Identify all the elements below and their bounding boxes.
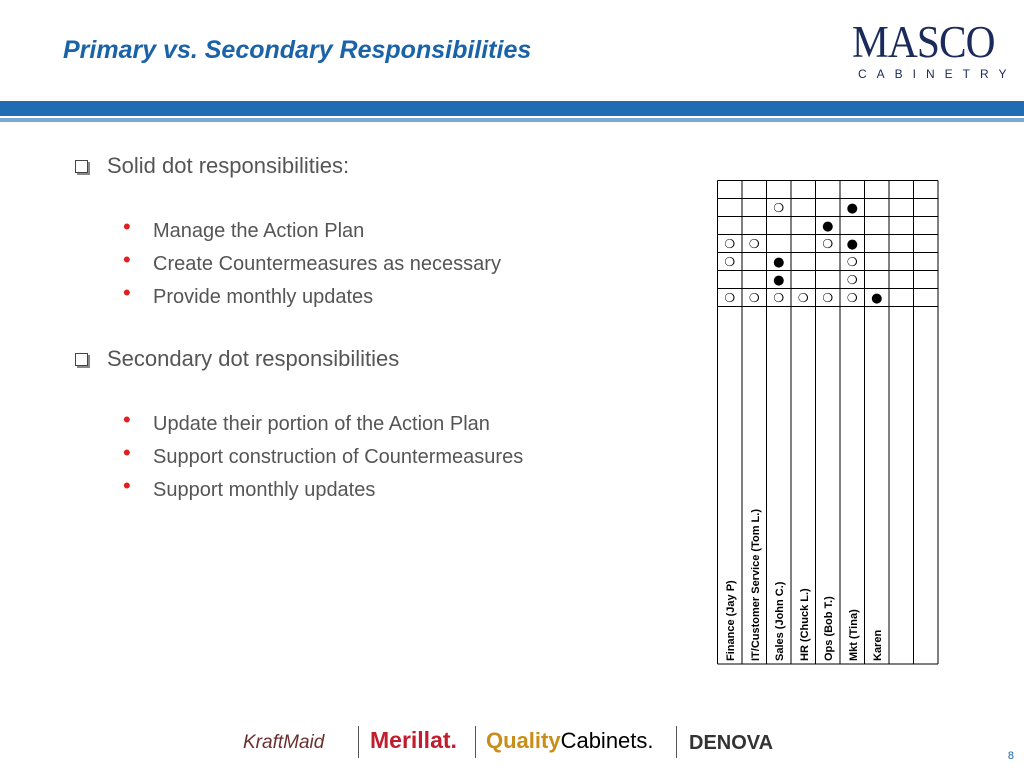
denova-logo: DENOVA bbox=[689, 732, 774, 754]
red-dot-icon: • bbox=[123, 214, 131, 239]
slide-title: Primary vs. Secondary Responsibilities bbox=[63, 36, 532, 64]
red-dot-icon: • bbox=[123, 280, 131, 305]
primary-dot-icon: ● bbox=[846, 201, 858, 216]
checkbox-bullet-icon bbox=[75, 353, 88, 366]
column-label-text: Mkt (Tina) bbox=[847, 608, 860, 661]
column-label-text: Sales (John C.) bbox=[774, 581, 787, 661]
brand-divider bbox=[676, 726, 677, 758]
checkbox-bullet-icon bbox=[75, 160, 88, 173]
bullet-text: Create Countermeasures as necessary bbox=[153, 253, 501, 275]
bullet-text: Manage the Action Plan bbox=[153, 220, 365, 242]
secondary-dot-icon: ❍ bbox=[846, 255, 858, 269]
bullet-text: Update their portion of the Action Plan bbox=[153, 413, 490, 435]
kraftmaid-logo: KraftMaid bbox=[243, 732, 325, 753]
brand-divider bbox=[475, 726, 476, 758]
quality-rest-text: Cabinets. bbox=[560, 728, 654, 753]
red-dot-icon: • bbox=[123, 473, 131, 498]
header-band bbox=[0, 101, 1024, 116]
primary-dot-icon: ● bbox=[822, 219, 834, 234]
quality-cabinets-logo bbox=[486, 728, 654, 754]
matrix-column-label bbox=[791, 307, 816, 661]
secondary-dot-icon: ❍ bbox=[773, 291, 785, 305]
header-band-thin bbox=[0, 118, 1024, 122]
responsibility-matrix bbox=[717, 180, 941, 665]
section-heading: Solid dot responsibilities: bbox=[107, 153, 350, 178]
secondary-dot-icon: ❍ bbox=[822, 291, 834, 305]
bullet-text: Provide monthly updates bbox=[153, 286, 374, 308]
section-secondary-dot bbox=[75, 346, 399, 372]
matrix-column-label bbox=[766, 307, 791, 661]
matrix-column-label bbox=[864, 307, 889, 661]
masco-cabinetry-logo bbox=[852, 17, 1017, 82]
bullet-text: Support monthly updates bbox=[153, 479, 376, 501]
section-heading: Secondary dot responsibilities bbox=[107, 346, 400, 371]
merillat-logo: Merillat. bbox=[370, 727, 457, 753]
primary-dot-icon: ● bbox=[773, 273, 785, 288]
secondary-dot-icon: ❍ bbox=[797, 291, 809, 305]
primary-dot-icon: ● bbox=[773, 255, 785, 270]
brand-footer bbox=[243, 718, 783, 764]
secondary-dot-icon: ❍ bbox=[724, 237, 736, 251]
matrix-column-label bbox=[742, 307, 767, 661]
secondary-dot-icon: ❍ bbox=[822, 237, 834, 251]
red-dot-icon: • bbox=[123, 247, 131, 272]
secondary-dot-icon: ❍ bbox=[773, 201, 785, 215]
red-dot-icon: • bbox=[123, 440, 131, 465]
logo-sub-text: CABINETRY bbox=[858, 67, 1017, 81]
red-dot-icon: • bbox=[123, 407, 131, 432]
page-number: 8 bbox=[1007, 750, 1014, 762]
secondary-dot-icon: ❍ bbox=[748, 291, 760, 305]
logo-main-text: MASCO bbox=[852, 17, 995, 67]
secondary-dot-icon: ❍ bbox=[724, 255, 736, 269]
secondary-dot-icon: ❍ bbox=[748, 237, 760, 251]
primary-dot-icon: ● bbox=[846, 237, 858, 252]
column-label-text: HR (Chuck L.) bbox=[798, 587, 811, 661]
column-label-text: IT/Customer Service (Tom L.) bbox=[749, 508, 762, 661]
brand-divider bbox=[358, 726, 359, 758]
matrix-column-label bbox=[840, 307, 865, 661]
column-label-text: Finance (Jay P) bbox=[725, 579, 738, 661]
secondary-dot-icon: ❍ bbox=[846, 273, 858, 287]
column-label-text: Karen bbox=[872, 629, 885, 661]
matrix-column-label bbox=[815, 307, 840, 661]
matrix-column-label bbox=[717, 307, 742, 661]
column-label-text: Ops (Bob T.) bbox=[823, 595, 836, 661]
primary-dot-icon: ● bbox=[871, 291, 883, 306]
quality-bold-text: Quality bbox=[486, 728, 561, 753]
bullet-text: Support construction of Countermeasures bbox=[153, 446, 524, 468]
secondary-dot-icon: ❍ bbox=[846, 291, 858, 305]
section-solid-dot bbox=[75, 153, 349, 179]
secondary-dot-icon: ❍ bbox=[724, 291, 736, 305]
